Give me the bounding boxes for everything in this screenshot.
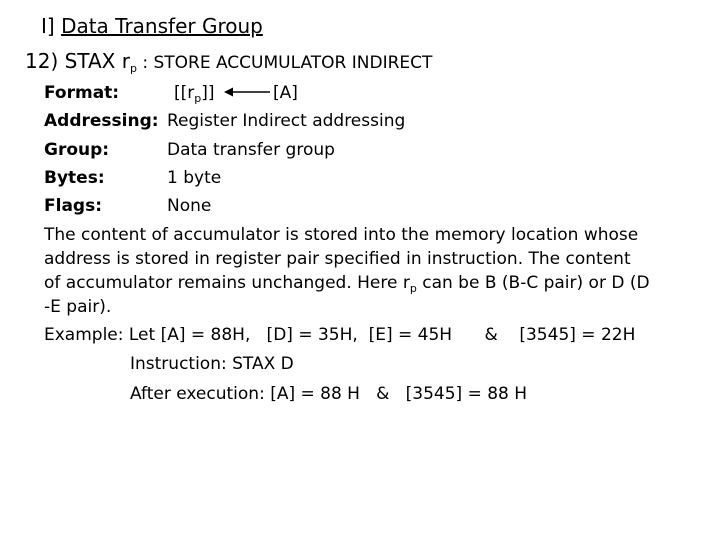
flags-value: None [167, 196, 212, 216]
format-dest-sub: p [194, 92, 202, 105]
paragraph-line-3 [44, 271, 704, 295]
paragraph-line-2: address is stored in register pair specified in instruction. The content [44, 249, 631, 269]
format-destination [174, 82, 215, 104]
example-line: Example: Let [A] = 88H, [D] = 35H, [E] = 45H & [3545] = 22H [44, 325, 636, 345]
paragraph-line-4: -E pair). [44, 297, 112, 317]
description-paragraph [44, 223, 704, 319]
instruction-mnemonic: 12) STAX r [25, 49, 130, 73]
section-prefix: I] [41, 14, 62, 38]
format-dest-open: [[r [174, 83, 195, 103]
example-instruction: Instruction: STAX D [130, 354, 294, 374]
paragraph-line-3-sub: p [409, 282, 417, 295]
format-label: Format: [44, 83, 120, 103]
format-dest-close: ]] [201, 83, 215, 103]
addressing-label: Addressing: [44, 111, 159, 131]
flags-label: Flags: [44, 196, 102, 216]
addressing-value: Register Indirect addressing [167, 111, 406, 131]
group-value: Data transfer group [167, 140, 335, 160]
instruction-title [25, 48, 432, 76]
instruction-description: : STORE ACCUMULATOR INDIRECT [136, 53, 433, 73]
paragraph-line-3-end: can be B (B-C pair) or D (D [416, 273, 650, 293]
format-source: [A] [273, 83, 298, 103]
bytes-label: Bytes: [44, 168, 105, 188]
section-title: Data Transfer Group [61, 14, 263, 38]
bytes-value: 1 byte [167, 168, 222, 188]
paragraph-line-1: The content of accumulator is stored into the memory location whose [44, 225, 639, 245]
left-arrow-icon [224, 85, 270, 99]
section-heading [41, 13, 263, 39]
group-label: Group: [44, 140, 110, 160]
example-after-execution: After execution: [A] = 88 H & [3545] = 88 H [130, 384, 528, 404]
paragraph-line-3-start: of accumulator remains unchanged. Here r [44, 273, 410, 293]
instruction-subscript: p [129, 62, 137, 75]
